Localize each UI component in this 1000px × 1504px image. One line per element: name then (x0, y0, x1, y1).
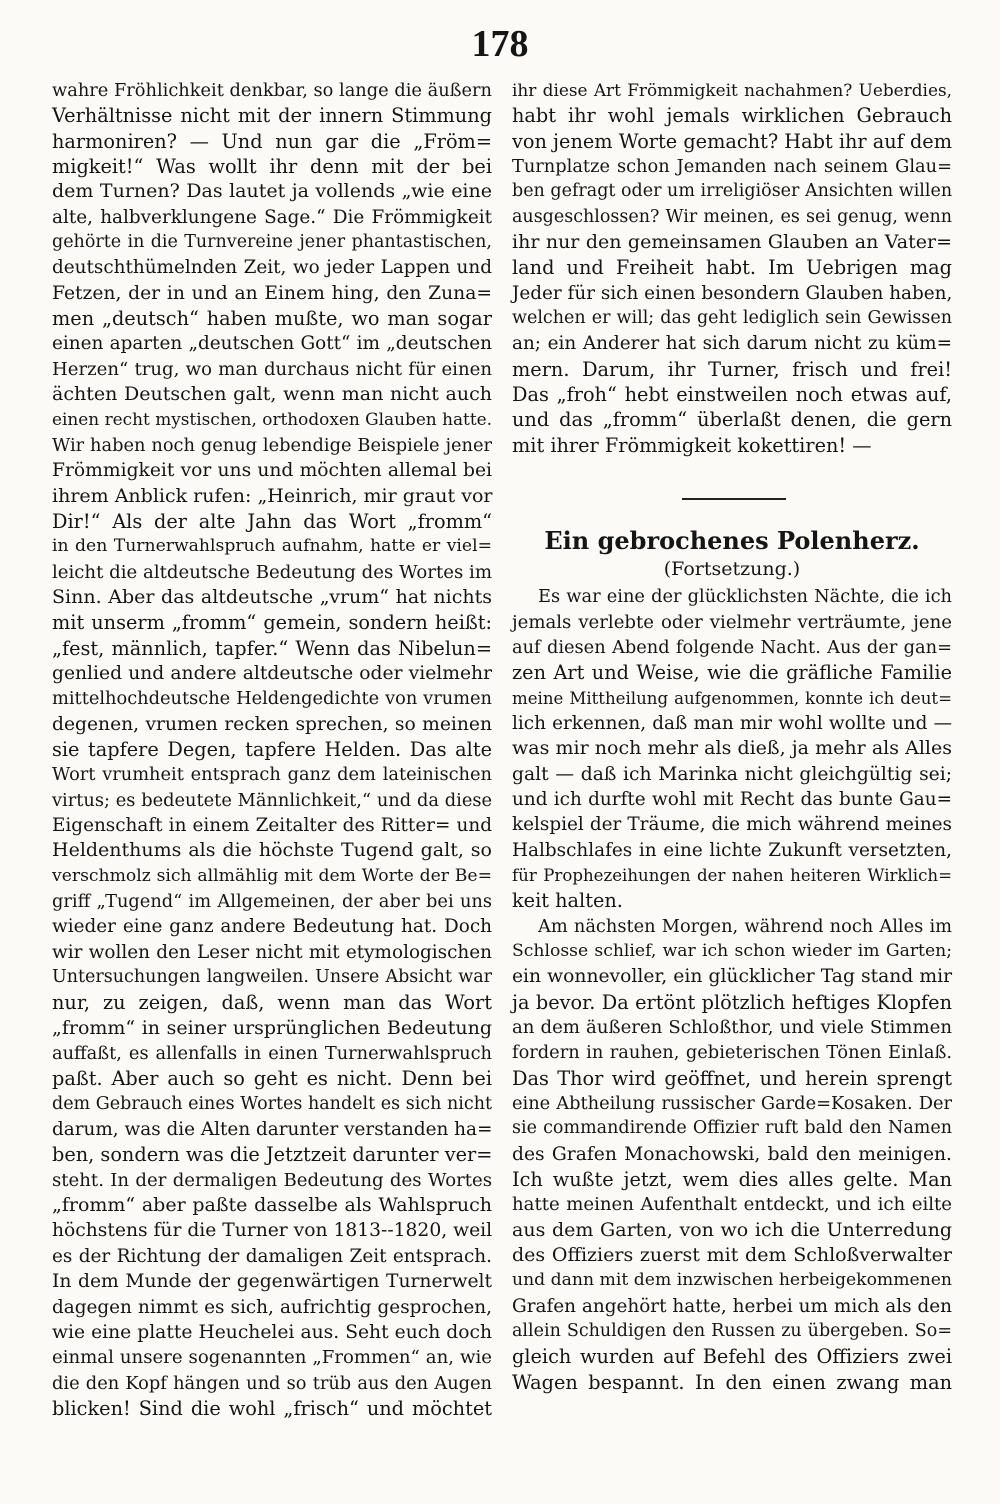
text-line: migkeit!“ Was wollt ihr denn mit der bei (52, 155, 492, 179)
text-line: genlied und andere altdeutsche oder vielmehr (52, 662, 492, 684)
text-line: für Prophezeihungen der nahen heiteren Wirklich= (512, 865, 952, 885)
text-line: mern. Darum, ihr Turner, frisch und frei! (512, 357, 952, 381)
text-line: jemals verlebte oder vielmehr verträumte, jene (512, 611, 952, 633)
text-line: deutschthümelnden Zeit, wo jeder Lappen und (52, 257, 492, 279)
text-line: sie commandirende Offizier ruft bald den Namen (512, 1118, 952, 1139)
text-line: dem Gebrauch eines Wortes handelt es sich nicht (52, 1093, 492, 1114)
text-line: eine Abtheilung russischer Garde=Kosaken. Der (512, 1093, 952, 1115)
text-line: paßt. Aber auch so geht es nicht. Denn bei (52, 1067, 492, 1091)
text-line: Wort vrumheit entsprach ganz dem lateinischen (52, 764, 492, 786)
text-line: dagegen nimmt es sich, aufrichtig gesprochen, (52, 1296, 492, 1318)
text-line: des Offiziers zuerst mit dem Schloßverwalter (512, 1244, 952, 1267)
text-line: an dem äußeren Schloßthor, und viele Stimmen (512, 1017, 952, 1038)
text-line: höchstens für die Turner von 1813--1820, weil (52, 1220, 493, 1242)
text-line: Schlosse schlief, war ich schon wieder im Garten; (512, 940, 952, 961)
text-line: von jenem Worte gemacht? Habt ihr auf dem (512, 129, 952, 153)
text-line: steht. In der dermaligen Bedeutung des Wortes (52, 1169, 492, 1191)
page-number: 178 (471, 23, 529, 65)
text-line: mit unserm „fromm“ gemein, sondern heißt: (52, 611, 492, 635)
text-line: keit halten. (512, 889, 623, 913)
text-line: land und Freiheit habt. Im Uebrigen mag (512, 256, 952, 280)
text-line: kelspiel der Träume, die mich während meines (512, 814, 952, 836)
text-line: nur, zu zeigen, daß, wenn man das Wort (52, 991, 492, 1015)
text-line: Wagen bespannt. In den einen zwang man (512, 1370, 952, 1394)
text-line: mittelhochdeutsche Heldengedichte von vrumen (52, 688, 492, 710)
text-line: auf diesen Abend folgende Nacht. Aus der gan= (512, 636, 952, 658)
text-line: ihrem Anblick rufen: „Heinrich, mir graut vor (52, 484, 493, 507)
text-line: aus dem Garten, von wo ich die Unterredung (512, 1218, 952, 1241)
text-line: Herzen“ trug, wo man durchaus nicht für einen (52, 358, 492, 380)
text-line: Das Thor wird geöffnet, und herein sprengt (512, 1066, 952, 1090)
text-line: ein wonnevoller, ein glücklicher Tag stand mir (512, 966, 952, 988)
text-line: einmal unsere sogenannten „Frommen“ an, wie (52, 1347, 492, 1369)
text-line: leicht die altdeutsche Bedeutung des Wortes im (52, 561, 492, 583)
text-line: wieder eine ganz andere Bedeutung hat. Doch (52, 916, 492, 938)
text-line: die den Kopf hängen und so trüb aus den Augen (52, 1372, 492, 1394)
text-line: ihr diese Art Frömmigkeit nachahmen? Ueberdies, (512, 80, 952, 100)
text-line: verschmolz sich allmählig mit dem Worte der Be= (52, 865, 492, 886)
text-line: sie tapfere Degen, tapfere Helden. Das alte (52, 737, 492, 761)
text-line: Grafen angehört hatte, herbei um mich als den (512, 1295, 952, 1317)
text-line: blicken! Sind die wohl „frisch“ und möchtet (52, 1396, 492, 1420)
text-line: gleich wurden auf Befehl des Offiziers zwei (512, 1345, 952, 1369)
text-line: ben gefragt oder um irreligiöser Ansichten willen (512, 181, 953, 202)
text-line: und ich durfte wohl mit Recht das bunte Gau= (512, 788, 952, 810)
text-line: es der Richtung der damaligen Zeit entsprach. (52, 1245, 492, 1267)
text-line: habt ihr wohl jemals wirklichen Gebrauch (512, 104, 952, 128)
text-line: wahre Fröhlichkeit denkbar, so lange die äußern (52, 80, 492, 101)
text-line: fordern in rauhen, gebieterischen Tönen Einlaß. (512, 1042, 952, 1064)
text-line: ja bevor. Da ertönt plötzlich heftiges Klopfen (512, 990, 952, 1014)
text-line: wie eine platte Heuchelei aus. Seht euch doch (52, 1321, 492, 1343)
text-line: Untersuchungen langweilen. Unsere Absicht war (52, 967, 492, 988)
text-line: lich erkennen, daß man mir wohl wollte und — (512, 712, 952, 734)
text-line: Turnplatze schon Jemanden nach seinem Glau= (512, 156, 952, 178)
text-line: In dem Munde der gegenwärtigen Turnerwelt (52, 1271, 492, 1293)
text-line: alte, halbverklungene Sage.“ Die Frömmigkeit (52, 206, 492, 228)
section-divider (682, 498, 786, 500)
text-line: was mir noch mehr als dieß, ja mehr als Alles (512, 737, 952, 760)
text-line: dem Turnen? Das lautet ja vollends „wie eine (52, 180, 492, 203)
text-line: Wir haben noch genug lebendige Beispiele jener (52, 434, 492, 456)
text-line: galt — daß ich Marinka nicht gleichgültig sei; (512, 763, 952, 785)
text-line: darum, was die Alten darunter verstanden ha= (52, 1119, 493, 1141)
text-line: auffaßt, es allenfalls in einen Turnerwahlspruch (52, 1043, 492, 1065)
text-line: Am nächsten Morgen, während noch Alles im (538, 915, 952, 937)
text-line: ausgeschlossen? Wir meinen, es sei genug, wenn (512, 206, 952, 227)
story-subtitle: (Fortsetzung.) (663, 558, 801, 581)
text-line: Es war eine der glücklichsten Nächte, die ich (538, 586, 952, 608)
text-line: harmoniren? — Und nun gar die „Fröm= (52, 129, 492, 153)
text-line: mit ihrer Frömmigkeit kokettiren! — (512, 433, 872, 457)
text-line: Ich wußte jetzt, wem dies alles gelte. Man (512, 1168, 952, 1192)
text-line: Verhältnisse nicht mit der innern Stimmung (52, 104, 492, 128)
text-line: Das „froh“ hebt einstweilen noch etwas auf, (512, 383, 952, 407)
text-line: ben, sondern was die Jetztzeit darunter ver= (52, 1143, 493, 1167)
text-line: und das „fromm“ überlaßt denen, die gern (512, 408, 952, 432)
text-line: Frömmigkeit vor uns und möchten allemal bei (52, 460, 492, 482)
text-line: men „deutsch“ haben mußte, wo man sogar (52, 307, 492, 331)
text-line: zen Art und Weise, wie die gräfliche Familie (512, 661, 952, 685)
text-line: virtus; es bedeutete Männlichkeit,“ und da diese (52, 789, 492, 811)
text-line: ächten Deutschen galt, wenn man nicht auch (52, 383, 492, 406)
text-line: Heldenthums als die höchste Tugend galt, so (52, 839, 492, 862)
story-title: Ein gebrochenes Polenherz. (544, 526, 920, 556)
text-line: Eigenschaft in einem Zeitalter des Ritter= und (52, 814, 492, 836)
text-line: allein Schuldigen den Russen zu übergeben. So= (512, 1321, 952, 1342)
left-column (52, 78, 492, 1421)
text-line: wir wollen den Leser nicht mit etymologischen (52, 941, 492, 963)
right-column (512, 78, 952, 1395)
text-line: an; ein Anderer hat sich darum nicht zu küm= (512, 333, 952, 355)
text-line: meine Mittheilung aufgenommen, konnte ich deut= (512, 688, 952, 708)
text-line: hatte meinen Aufenthalt entdeckt, und ich eilte (512, 1194, 952, 1216)
text-line: des Grafen Monachowski, bald den meinigen. (512, 1143, 952, 1165)
text-line: gehörte in die Turnvereine jener phantastischen, (52, 232, 492, 253)
text-line: griff „Tugend“ im Allgemeinen, der aber bei uns (52, 891, 492, 912)
text-line: einen recht mystischen, orthodoxen Glauben hatte. (52, 409, 492, 430)
text-line: und dann mit dem inzwischen herbeigekommenen (512, 1270, 952, 1291)
text-line: „fromm“ aber paßte dasselbe als Wahlspruch (52, 1194, 492, 1217)
text-line: „fromm“ in seiner ursprünglichen Bedeutung (52, 1016, 492, 1039)
text-line: Sinn. Aber das altdeutsche „vrum“ hat nichts (52, 585, 492, 608)
text-line: in den Turnerwahlspruch aufnahm, hatte er viel= (52, 536, 492, 557)
text-line: „fest, männlich, tapfer.“ Wenn das Nibelun= (52, 636, 492, 660)
text-line: Fetzen, der in und an Einem hing, den Zuna= (52, 282, 492, 304)
text-line: degenen, vrumen recken sprechen, so meinen (52, 713, 492, 735)
text-line: Dir!“ Als der alte Jahn das Wort „fromm“ (52, 509, 492, 533)
text-line: Jeder für sich einen besondern Glauben haben, (512, 282, 953, 304)
text-line: ihr nur den gemeinsamen Glauben an Vater= (512, 231, 952, 254)
text-line: Halbschlafes in eine lichte Zukunft versetzten, (512, 839, 952, 861)
text-line: einen aparten „deutschen Gott“ im „deutschen (52, 333, 492, 355)
text-line: welchen er will; das geht lediglich sein Gewissen (512, 308, 952, 329)
